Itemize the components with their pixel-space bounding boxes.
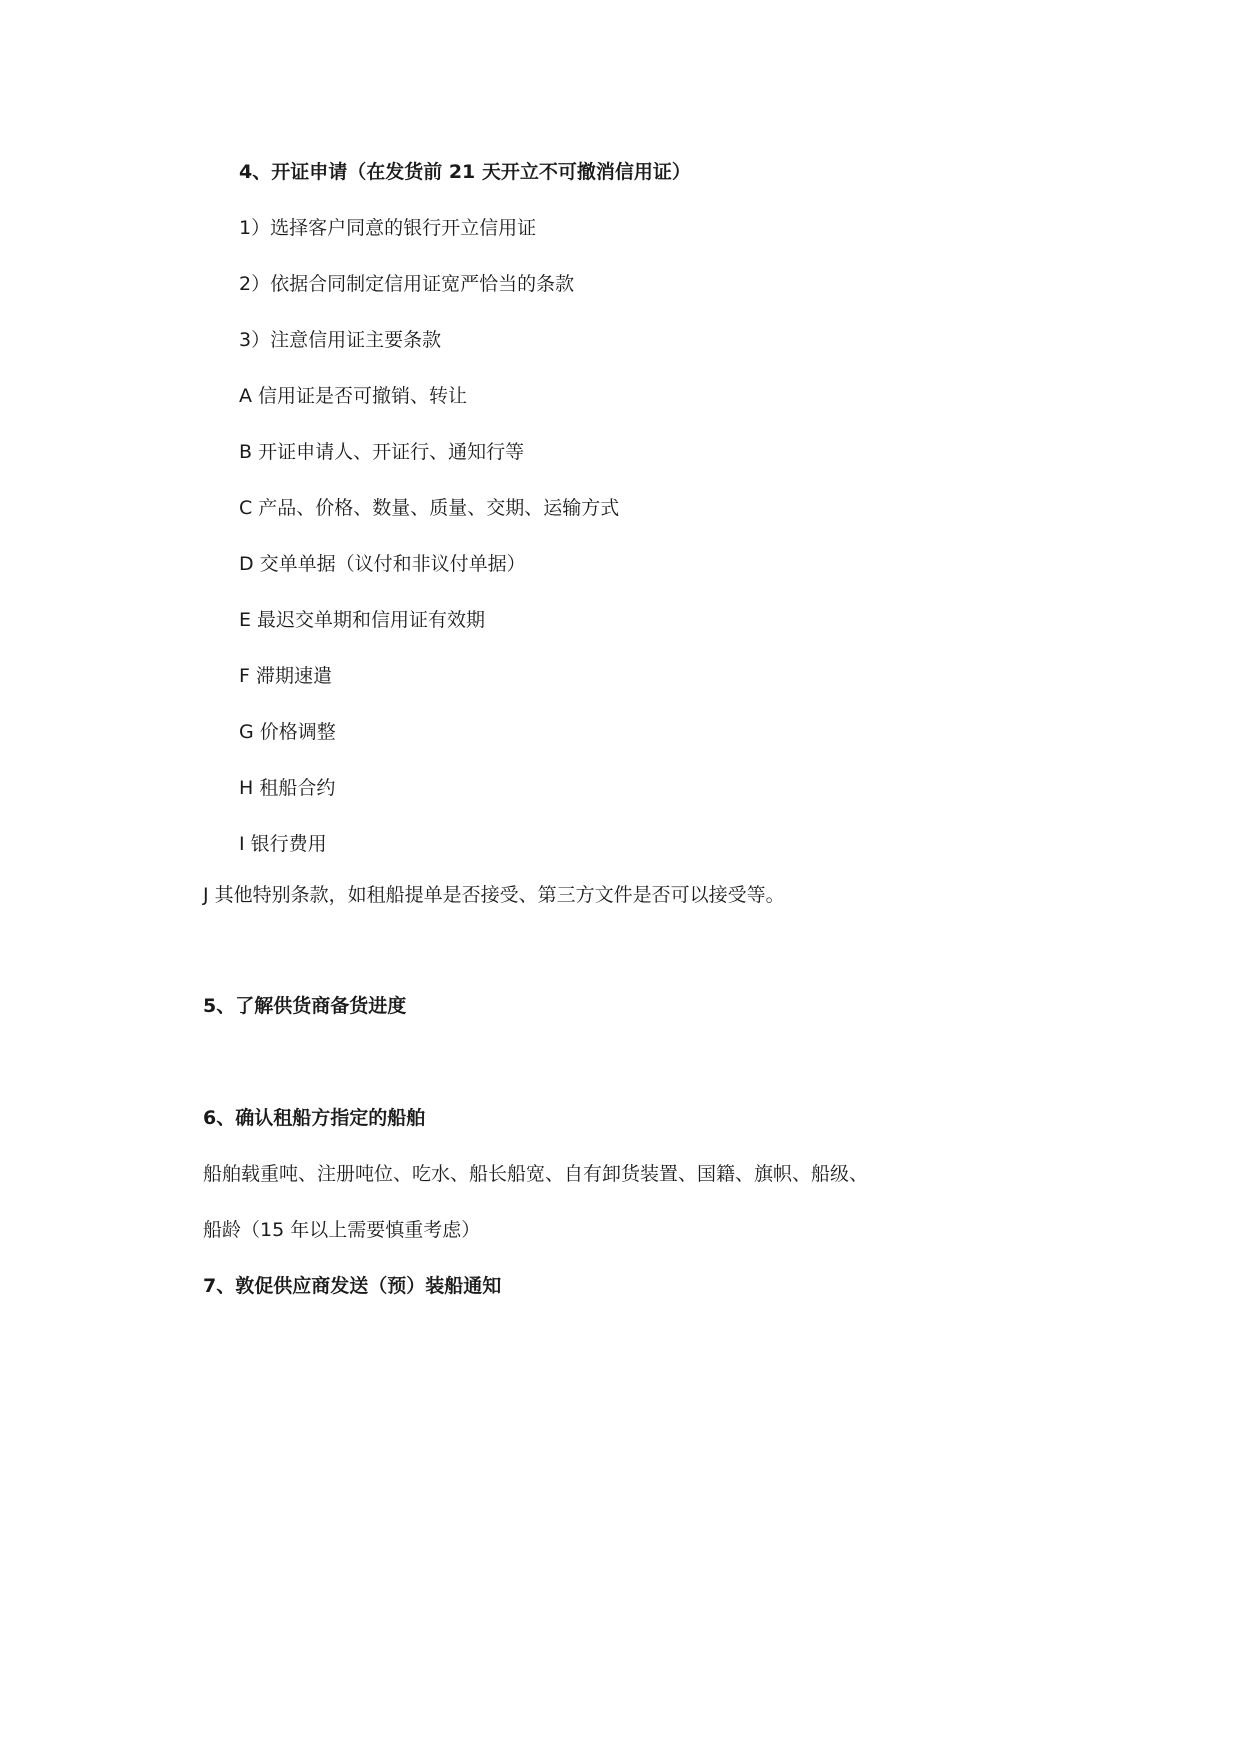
clause-g: G 价格调整: [239, 721, 336, 743]
section-7-heading: 7、敦促供应商发送（预）装船通知: [203, 1275, 502, 1297]
step-2: 2）依据合同制定信用证宽严恰当的条款: [239, 273, 575, 295]
clause-j: J 其他特别条款，如租船提单是否接受、第三方文件是否可以接受等。: [203, 884, 785, 906]
clause-i: I 银行费用: [239, 833, 327, 855]
step-3: 3）注意信用证主要条款: [239, 329, 442, 351]
section-4-heading: 4、开证申请（在发货前 21 天开立不可撤消信用证）: [239, 161, 691, 183]
step-1: 1）选择客户同意的银行开立信用证: [239, 217, 537, 239]
clause-a: A 信用证是否可撤销、转让: [239, 385, 468, 407]
section-6-body-line-1: 船舶载重吨、注册吨位、吃水、船长船宽、自有卸货装置、国籍、旗帜、船级、: [203, 1163, 869, 1185]
clause-f: F 滞期速遣: [239, 665, 332, 687]
clause-d: D 交单单据（议付和非议付单据）: [239, 553, 526, 575]
clause-c: C 产品、价格、数量、质量、交期、运输方式: [239, 497, 620, 519]
section-5-heading: 5、了解供货商备货进度: [203, 995, 407, 1017]
section-6-body-line-2: 船龄（15 年以上需要慎重考虑）: [203, 1219, 481, 1241]
clause-e: E 最迟交单期和信用证有效期: [239, 609, 486, 631]
clause-b: B 开证申请人、开证行、通知行等: [239, 441, 525, 463]
section-6-heading: 6、确认租船方指定的船舶: [203, 1107, 426, 1129]
clause-h: H 租船合约: [239, 777, 336, 799]
